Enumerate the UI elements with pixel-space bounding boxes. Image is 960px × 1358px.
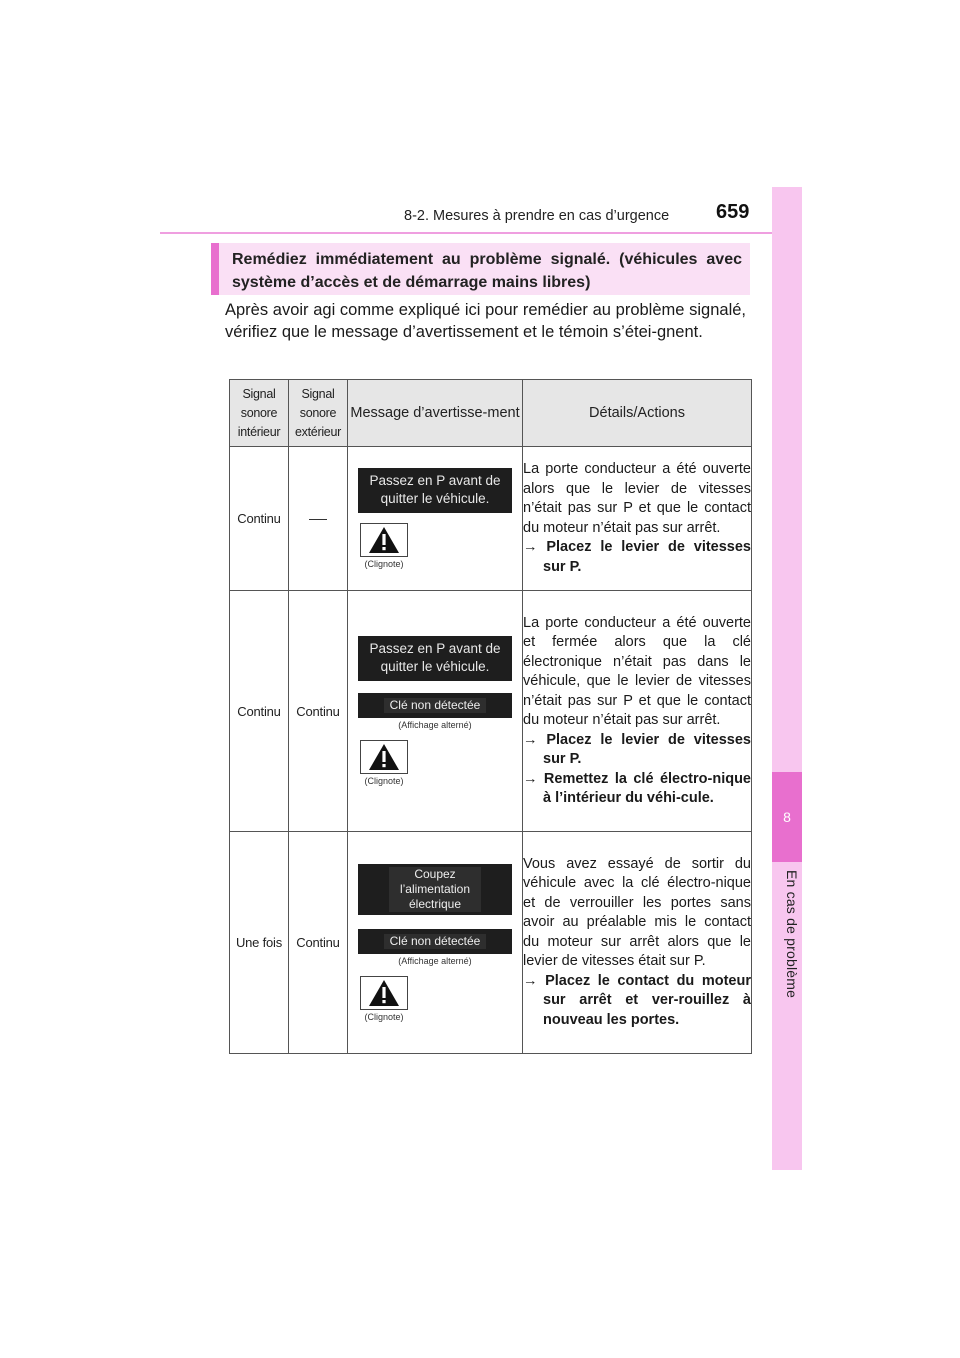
message-cell bbox=[348, 832, 523, 1054]
table-row bbox=[230, 832, 752, 1054]
blink-note: (Clignote) bbox=[364, 776, 404, 786]
table-header-row bbox=[230, 380, 752, 447]
side-tab-strip bbox=[772, 187, 802, 1170]
blink-note: (Clignote) bbox=[364, 1011, 404, 1022]
outer-buzzer-cell bbox=[289, 447, 348, 591]
table-row bbox=[230, 591, 752, 832]
message-cell bbox=[348, 591, 523, 832]
details-text: La porte conducteur a été ouverte et fermée alors que la clé électronique n’était pas dans le véhicule, que le levier de vitesses n’était pas sur P et que le contact du moteur n’était pas sur arrêt. bbox=[523, 614, 751, 728]
outer-buzzer-cell: Continu bbox=[289, 591, 348, 832]
details-cell bbox=[523, 832, 752, 1054]
chapter-number-tab: 8 bbox=[772, 772, 802, 862]
inner-buzzer-cell: Une fois bbox=[230, 832, 289, 1054]
table-row bbox=[230, 447, 752, 591]
display-message-alt: Clé non détectée bbox=[358, 929, 512, 954]
alternate-display-note: (Affichage alterné) bbox=[398, 955, 472, 966]
action-text: → Placez le contact du moteur sur arrêt et ver-rouillez à nouveau les portes. bbox=[523, 972, 751, 1028]
header-message: Message d’avertisse-ment bbox=[348, 380, 523, 447]
master-warning-icon bbox=[360, 976, 408, 1010]
outer-buzzer-cell: Continu bbox=[289, 832, 348, 1054]
header-details: Détails/Actions bbox=[523, 380, 752, 447]
header-inner-buzzer: Signal sonore intérieur bbox=[230, 380, 289, 447]
details-text: La porte conducteur a été ouverte alors que le levier de vitesses n’était pas sur P et que le contact du moteur n’était pas sur arrêt. bbox=[523, 461, 751, 536]
message-cell bbox=[348, 447, 523, 591]
header-outer-buzzer: Signal sonore extérieur bbox=[289, 380, 348, 447]
details-text: Vous avez essayé de sortir du véhicule avec la clé électro-nique et de verrouiller les portes sans avoir au préalable mis le contact du moteur sur arrêt alors que le levier de vitesses était sur P. bbox=[523, 855, 751, 970]
display-message: Passez en P avant de quitter le véhicule. bbox=[358, 636, 512, 681]
display-message: Coupez l’alimentation électrique bbox=[358, 864, 512, 915]
action-text: → Placez le levier de vitesses sur P. bbox=[523, 539, 751, 575]
section-title: 8-2. Mesures à prendre en cas d’urgence bbox=[404, 208, 670, 224]
inner-buzzer-cell: Continu bbox=[230, 591, 289, 832]
none-dash bbox=[309, 519, 327, 520]
callout-box bbox=[211, 243, 750, 295]
callout-text: Remédiez immédiatement au problème signalé. (véhicules avec système d’accès et de démarrage mains libres) bbox=[232, 251, 742, 291]
master-warning-icon bbox=[360, 523, 408, 557]
alternate-display-note: (Affichage alterné) bbox=[398, 720, 472, 730]
details-cell bbox=[523, 447, 752, 591]
details-cell bbox=[523, 591, 752, 832]
action-text: → Placez le levier de vitesses sur P. bbox=[523, 731, 751, 767]
page-number: 659 bbox=[716, 201, 750, 223]
warning-table bbox=[229, 379, 752, 1054]
display-message: Passez en P avant de quitter le véhicule. bbox=[358, 468, 512, 513]
chapter-label: En cas de problème bbox=[784, 870, 800, 999]
intro-paragraph: Après avoir agi comme expliqué ici pour remédier au problème signalé, vérifiez que le message d’avertissement et le témoin s’étei-gnent. bbox=[225, 301, 746, 341]
inner-buzzer-cell: Continu bbox=[230, 447, 289, 591]
master-warning-icon bbox=[360, 740, 408, 774]
action-text: → Remettez la clé électro-nique à l’intérieur du véhi-cule. bbox=[523, 770, 751, 806]
header-rule bbox=[160, 232, 772, 234]
blink-note: (Clignote) bbox=[364, 559, 404, 569]
display-message-alt: Clé non détectée bbox=[358, 693, 512, 718]
